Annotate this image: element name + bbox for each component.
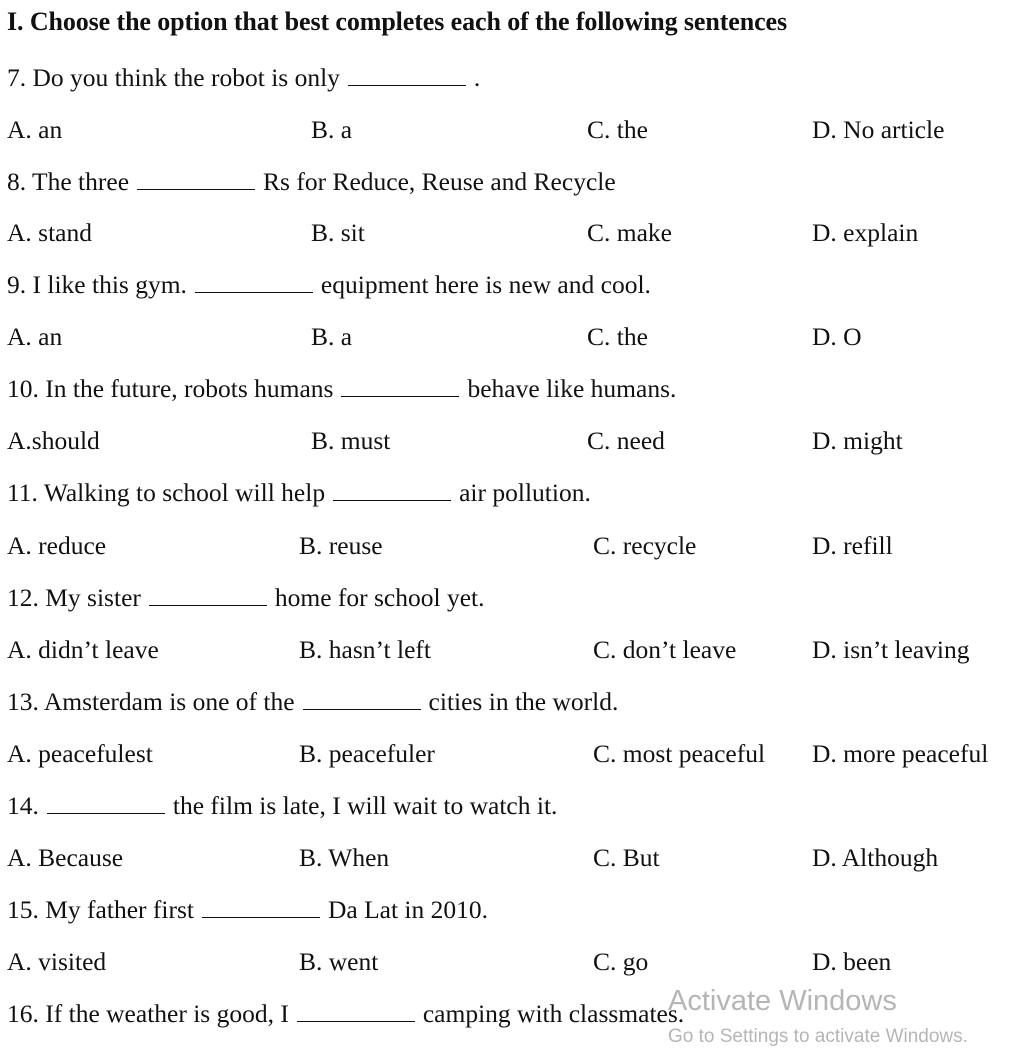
- question-14: [7, 789, 557, 823]
- option-c: C. But: [593, 843, 660, 872]
- question-text: 14.: [7, 791, 39, 820]
- question-9: [7, 268, 651, 302]
- option-a: A.should: [7, 426, 100, 455]
- question-text: 16. If the weather is good, I: [7, 999, 289, 1028]
- answer-blank: [303, 689, 421, 710]
- option-d: D. might: [812, 426, 903, 455]
- option-b: B. sit: [311, 218, 365, 247]
- option-d: D. explain: [812, 218, 919, 247]
- answer-blank: [333, 480, 451, 501]
- answer-blank: [137, 169, 255, 190]
- question-11: [7, 476, 591, 510]
- option-b: B. reuse: [299, 531, 383, 560]
- question-text: 15. My father first: [7, 895, 194, 924]
- answer-blank: [297, 1001, 415, 1022]
- option-c: C. don’t leave: [593, 635, 737, 664]
- answer-blank: [47, 793, 165, 814]
- activate-windows-watermark: Activate Windows: [668, 985, 897, 1017]
- question-10: [7, 372, 676, 406]
- option-b: B. a: [311, 115, 353, 144]
- option-d: D. been: [812, 947, 892, 976]
- activate-windows-subtitle: Go to Settings to activate Windows.: [668, 1026, 968, 1047]
- option-a: A. reduce: [7, 531, 107, 560]
- answer-blank: [341, 376, 459, 397]
- option-c: C. the: [587, 115, 648, 144]
- option-a: A. visited: [7, 947, 107, 976]
- option-d: D. No article: [812, 115, 945, 144]
- option-d: D. O: [812, 322, 862, 351]
- question-text-end: behave like humans.: [467, 374, 677, 403]
- question-12: [7, 581, 485, 615]
- question-text: 13. Amsterdam is one of the: [7, 687, 295, 716]
- option-a: A. stand: [7, 218, 92, 247]
- answer-blank: [202, 897, 320, 918]
- option-c: C. the: [587, 322, 648, 351]
- option-b: B. a: [311, 322, 353, 351]
- question-text: 7. Do you think the robot is only: [7, 63, 340, 92]
- question-text-end: Rs for Reduce, Reuse and Recycle: [263, 167, 616, 196]
- option-d: D. Although: [812, 843, 939, 872]
- question-text: 9. I like this gym.: [7, 270, 187, 299]
- option-a: A. didn’t leave: [7, 635, 159, 664]
- question-text-end: camping with classmates.: [422, 999, 685, 1028]
- question-text: 8. The three: [7, 167, 130, 196]
- question-text-end: the film is late, I will wait to watch it.: [172, 791, 558, 820]
- answer-blank: [348, 65, 466, 86]
- option-b: B. When: [299, 843, 390, 872]
- question-15: [7, 893, 488, 927]
- option-d: D. isn’t leaving: [812, 635, 970, 664]
- option-b: B. must: [311, 426, 391, 455]
- question-text: 10. In the future, robots humans: [7, 374, 334, 403]
- question-text: 12. My sister: [7, 583, 141, 612]
- option-d: D. refill: [812, 531, 893, 560]
- question-text-end: .: [473, 63, 481, 92]
- question-text-end: equipment here is new and cool.: [320, 270, 651, 299]
- question-text-end: air pollution.: [459, 478, 591, 507]
- option-a: A. an: [7, 322, 63, 351]
- question-13: [7, 685, 618, 719]
- option-c: C. recycle: [593, 531, 697, 560]
- option-c: C. most peaceful: [593, 739, 766, 768]
- answer-blank: [149, 585, 267, 606]
- question-16: [7, 997, 684, 1031]
- option-b: B. hasn’t left: [299, 635, 431, 664]
- question-text: 11. Walking to school will help: [7, 478, 326, 507]
- section-heading: I. Choose the option that best completes each of the following sentences: [7, 7, 787, 36]
- question-8: [7, 165, 616, 199]
- option-a: A. an: [7, 115, 63, 144]
- question-text-end: cities in the world.: [428, 687, 619, 716]
- option-a: A. peacefulest: [7, 739, 153, 768]
- option-c: C. need: [587, 426, 665, 455]
- question-7: [7, 61, 480, 95]
- option-b: B. peacefuler: [299, 739, 435, 768]
- option-a: A. Because: [7, 843, 124, 872]
- option-d: D. more peaceful: [812, 739, 989, 768]
- option-c: C. make: [587, 218, 672, 247]
- option-c: C. go: [593, 947, 649, 976]
- answer-blank: [195, 272, 313, 293]
- question-text-end: home for school yet.: [274, 583, 485, 612]
- question-text-end: Da Lat in 2010.: [327, 895, 489, 924]
- option-b: B. went: [299, 947, 379, 976]
